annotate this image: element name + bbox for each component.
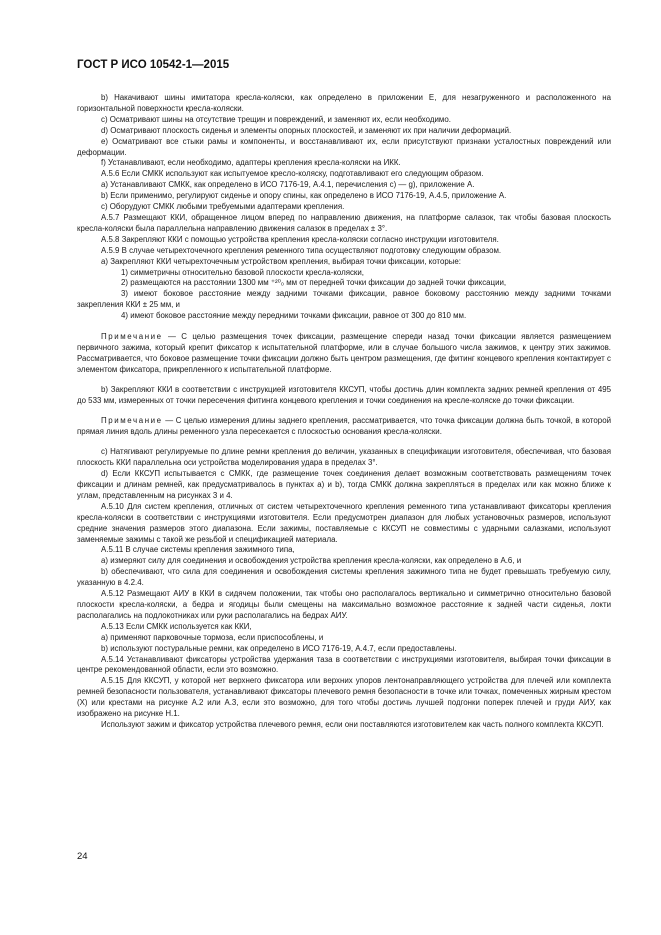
paragraph: а) Устанавливают СМКК, как определено в ИСО 7176-19, А.4.1, перечисления с) — g), приложение А. xyxy=(101,180,475,190)
paragraph: d) Осматривают плоскость сиденья и элементы опорных плоскостей, и заменяют их при наличии деформаций. xyxy=(101,125,512,135)
list-item: 3) имеют боковое расстояние между задними точками фиксации, равное боковому расстоянию между задними точками закрепления ККИ ± 25 мм, и xyxy=(77,289,611,310)
note-text: — С целью размещения точек фиксации, размещение спереди назад точки фиксации является размещением первичного зажима, который крепит фиксатор к испытательной платформе, или в случае большого числа зажимов, к центру этих зажимов. Рассматривается, что боковое размещение точки фиксации должно быть центром размещения, где фитинг концевого крепления контактирует с элементом фиксатора, прикрепленного к испытательной платформе. xyxy=(77,332,611,374)
page-number: 24 xyxy=(77,851,88,862)
paragraph: а) применяют парковочные тормоза, если приспособлены, и xyxy=(101,632,324,642)
paragraph: А.5.6 Если СМКК используют как испытуемое кресло-коляску, подготавливают его следующим образом. xyxy=(101,169,484,179)
list-item: 1) симметричны относительно базовой плоскости кресла-коляски, xyxy=(121,267,364,277)
paragraph: b) используют постуральные ремни, как определено в ИСО 7176-19, А.4.7, если предоставлены. xyxy=(101,643,457,653)
document-header: ГОСТ Р ИСО 10542-1—2015 xyxy=(77,59,230,71)
paragraph: А.5.13 Если СМКК используется как ККИ, xyxy=(101,621,252,631)
paragraph: А.5.8 Закрепляют ККИ с помощью устройства крепления кресла-коляски согласно инструкции изготовителя. xyxy=(101,234,499,244)
paragraph: b) Если применимо, регулируют сиденье и опору спины, как определено в ИСО 7176-19, А.4.5, приложение А. xyxy=(101,191,507,201)
note-text: — С целью измерения длины заднего крепления, рассматривается, что точка фиксации должна быть точкой, в которой прямая линия вдоль длины ременного узла пересекается с плоскостью основания кресла-коляски. xyxy=(77,416,611,437)
note-label: Примечание xyxy=(101,332,163,342)
paragraph: А.5.10 Для систем крепления, отличных от систем четырехточечного крепления ременного типа устанавливают фиксаторы крепления кресла-коляски в соответствии с инструкциями изготовителя. Если предусмотрен диапазон для любых установочных размеров, используют средние значения размеров этого диапазона. Если зажимы, поставляемые с ККСУП не совместимы с ударными салазками, используют заменяемые зажимы с такой же резьбой и спецификацией материала. xyxy=(77,501,611,544)
paragraph: b) Закрепляют ККИ в соответствии с инструкцией изготовителя ККСУП, чтобы достичь длин комплекта задних ремней крепления от 495 до 533 мм, измеренных от точки пересечения фитинга концевого крепления и точки соединения на кресле-коляске до точки фиксации. xyxy=(77,384,611,405)
list-item: 2) размещаются на расстоянии 1300 мм ⁺²⁰₀ мм от передней точки фиксации до задней точки фиксации, xyxy=(121,278,507,288)
paragraph: А.5.12 Размещают АИУ в ККИ в сидячем положении, так чтобы оно располагалось вертикально и симметрично относительно базовой плоскости кресла-коляски, а бедра и ягодицы были смещены на максимально возможное расстояние к задней части сиденья, локти располагались на подлокотниках или руки располагались на бедрах АИУ. xyxy=(77,589,611,620)
paragraph: d) Если ККСУП испытывается с СМКК, где размещение точек соединения делает возможным соответствовать размещениям точек фиксации и длинам ремней, как предусматривалось в пунктах а) и b), тогда СМКК должна закрепляться в пределах или как можно ближе к углам, представленным на рисунках 3 и 4. xyxy=(77,469,611,500)
paragraph: c) Осматривают шины на отсутствие трещин и повреждений, и заменяют их, если необходимо. xyxy=(101,114,451,124)
body-text xyxy=(77,93,611,731)
paragraph: f) Устанавливают, если необходимо, адаптеры крепления кресла-коляски на ИКК. xyxy=(101,158,401,168)
paragraph: Используют зажим и фиксатор устройства плечевого ремня, если они поставляются изготовителем как часть полного комплекта ККСУП. xyxy=(101,719,604,729)
paragraph: b) Накачивают шины имитатора кресла-коляски, как определено в приложении Е, для незагруженного и расположенного на горизонтальной поверхности кресла-коляски. xyxy=(77,93,611,113)
list-item: 4) имеют боковое расстояние между передними точками фиксации, равное от 300 до 810 мм. xyxy=(121,311,467,321)
paragraph: А.5.15 Для ККСУП, у которой нет верхнего фиксатора или верхних упоров лентонаправляющего устройства для плечей или комплекта ремней безопасности пользователя, устанавливают фиксаторы плечевого ремня безопасности в точке или точках, помеченных жирным крестом (Х) или крестами на рисунке А.2 или А.3, если это возможно, для того чтобы достичь лучшей подгонки поперек плечей и груди АИУ, как изображено на рисунке Н.1. xyxy=(77,676,611,719)
paragraph: c) Оборудуют СМКК любыми требуемыми адаптерами крепления. xyxy=(101,202,345,212)
paragraph: А.5.7 Размещают ККИ, обращенное лицом вперед по направлению движения, на платформе салазок, так чтобы базовая плоскость кресла-коляски была параллельна направлению движения салазок в пределах ± 3°. xyxy=(77,212,611,233)
paragraph: а) Закрепляют ККИ четырехточечным устройством крепления, выбирая точки фиксации, которые: xyxy=(101,256,461,266)
paragraph: А.5.14 Устанавливают фиксаторы устройства удержания таза в соответствии с инструкциями изготовителя, выбирая точки фиксации в центре рекомендованной области, если это возможно. xyxy=(77,654,611,675)
note-paragraph xyxy=(77,416,611,438)
paragraph: c) Натягивают регулируемые по длине ремни крепления до величин, указанных в спецификации изготовителя, обеспечивая, что базовая плоскость ККИ параллельна оси устройства моделирования удара в пределах 3°. xyxy=(77,447,611,468)
note-paragraph xyxy=(77,332,611,376)
paragraph: а) измеряют силу для соединения и освобождения устройства крепления кресла-коляски, как определено в А.6, и xyxy=(101,556,522,566)
note-label: Примечание xyxy=(101,416,163,426)
paragraph: А.5.9 В случае четырехточечного крепления ременного типа осуществляют подготовку следующим образом. xyxy=(101,245,502,255)
paragraph: e) Осматривают все стыки рамы и компоненты, и восстанавливают их, если присутствуют признаки усталостных повреждений или деформации. xyxy=(77,136,611,157)
paragraph: b) обеспечивают, что сила для соединения и освобождения системы крепления зажимного типа не будет превышать требуемую силу, указанную в 4.2.4. xyxy=(77,567,611,588)
paragraph: А.5.11 В случае системы крепления зажимного типа, xyxy=(101,545,295,555)
